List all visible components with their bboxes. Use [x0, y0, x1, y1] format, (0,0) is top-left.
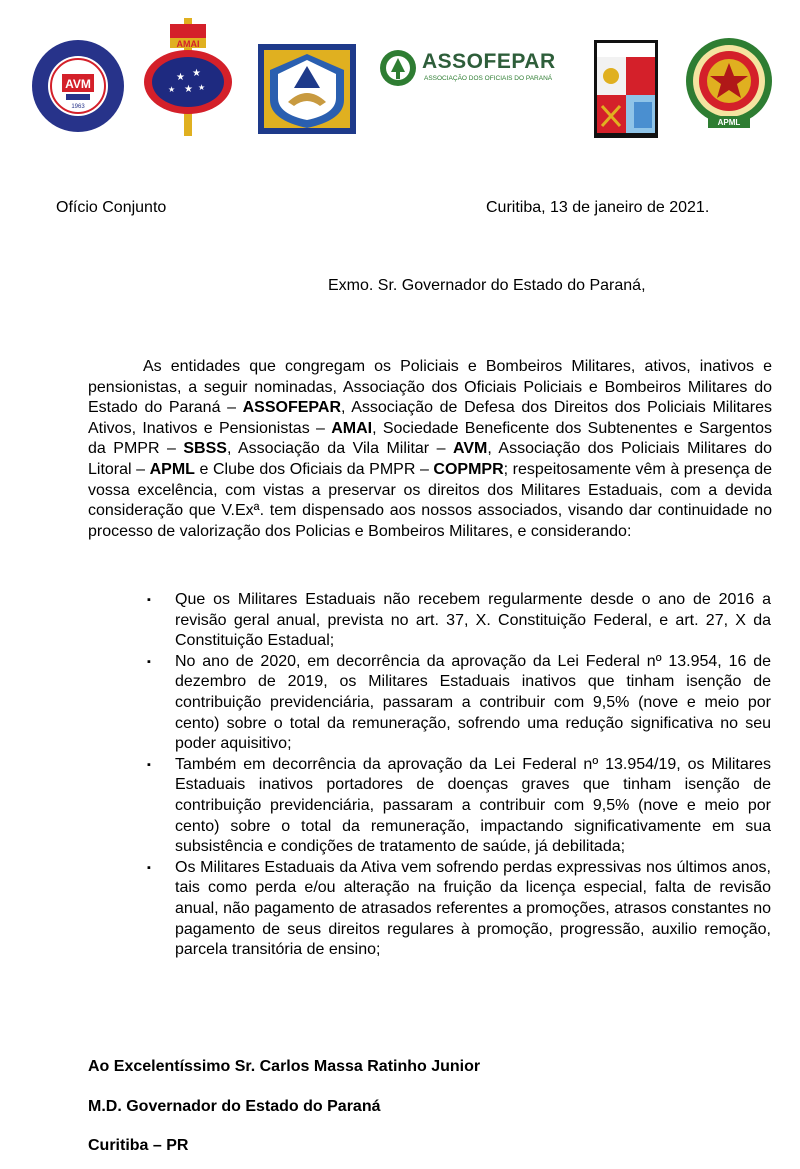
body-text: , Associação de Defesa dos Direitos dos Policiais Militares Ativos, Inativos e Pensionistas – — [88, 399, 772, 437]
addressee-line: Exmo. Sr. Governador do Estado do Paraná, — [328, 277, 646, 294]
list-item: ▪ No ano de 2020, em decorrência da aprovação da Lei Federal nº 13.954, 16 de dezembro de 2019, os Militares Estaduais inativos que tinham isenção de contribuição previdenciária, passaram a contribuir com 9,5% (nove e meio por cento) sobre o total da remuneração, sofrendo uma redução significativa no seu poder aquisitivo; — [175, 652, 771, 755]
acronym-assofepar: ASSOFEPAR — [242, 399, 342, 417]
apml-logo — [684, 36, 774, 136]
body-text: As entidades que congregam os Policiais e Bombeiros Militares, ativos, inativos e pensionistas, a seguir nominadas, Associação dos Oficiais Policiais e Bombeiros Militares do Estado do Paraná – — [88, 358, 772, 417]
main-paragraph — [88, 357, 772, 542]
body-text: , Sociedade Beneficente dos Subtenentes e Sargentos da PMPR – — [88, 419, 772, 458]
list-item: ▪ Que os Militares Estaduais não recebem regularmente desde o ano de 2016 a revisão geral anual, prevista no art. 37, X. Constituição Federal, e art. 27, X da Constituição Estadual; — [175, 590, 771, 652]
closing-title: M.D. Governador do Estado do Paraná — [88, 1098, 381, 1115]
svg-text:★: ★ — [176, 72, 185, 83]
acronym-amai: AMAI — [331, 419, 373, 437]
logos-header — [0, 0, 800, 150]
svg-text:★: ★ — [192, 68, 201, 79]
closing-recipient: Ao Excelentíssimo Sr. Carlos Massa Ratinho Junior — [88, 1058, 481, 1075]
acronym-avm: AVM — [452, 440, 488, 458]
list-item: ▪ Também em decorrência da aprovação da Lei Federal nº 13.954/19, os Militares Estaduais inativos portadores de doenças graves que tinham isenção de contribuição previdenciária, passaram a contribuir com 9,5% (nove e meio por cento) sobre o total da remuneração, impactando significativamente em sua subsistência e condições de tratamento de saúde, já debilitada; — [175, 755, 771, 858]
amai-logo — [140, 18, 236, 138]
apml-logo-text: APML — [717, 118, 741, 127]
svg-text:★: ★ — [184, 84, 193, 95]
amai-logo-text: AMAI — [176, 39, 200, 49]
avm-year: 1963 — [71, 104, 85, 110]
closing-city: Curitiba – PR — [88, 1137, 189, 1154]
body-text: e Clube dos Oficiais da PMPR – — [194, 460, 434, 478]
svg-text:★: ★ — [198, 83, 206, 92]
place-date: Curitiba, 13 de janeiro de 2021. — [486, 199, 710, 216]
copmpr-logo — [594, 40, 658, 138]
body-text: , Associação dos Policiais Militares do Litoral – — [88, 440, 772, 478]
svg-text:★: ★ — [168, 85, 176, 94]
body-text: ; respeitosamente vêm à presença de vossa excelência, com vistas a preservar os direitos dos Militares Estaduais, com a devida consideração que V.Exª. tem dispensado aos nossos associados, visando dar continuidade no processo de valorização dos Policias e Bombeiros Militares, e considerando: — [88, 460, 773, 540]
sbss-logo — [258, 44, 356, 134]
body-text: , Associação da Vila Militar – — [226, 440, 453, 458]
considerations-list — [175, 590, 771, 961]
list-item: ▪ Os Militares Estaduais da Ativa vem sofrendo perdas expressivas nos últimos anos, tais como perda e/ou alteração na fruição da licença especial, falta de revisão anual, não pagamento de atrasados referentes a promoções, atrasos constantes no pagamento de seus direitos regulares à promoção, progressão, auxilio remoção, parcela transitória de ensino; — [175, 858, 771, 961]
acronym-sbss: SBSS — [183, 440, 227, 458]
assofepar-logo-title: ASSOFEPAR — [422, 50, 556, 73]
assofepar-emblem-icon — [378, 48, 418, 88]
acronym-apml: APML — [149, 460, 195, 478]
avm-logo-text: AVM — [65, 77, 91, 91]
assofepar-logo — [378, 48, 568, 88]
avm-logo — [30, 38, 126, 134]
acronym-copmpr: COPMPR — [433, 460, 504, 478]
assofepar-logo-subtitle: ASSOCIAÇÃO DOS OFICIAIS DO PARANÁ — [424, 75, 553, 82]
document-type: Ofício Conjunto — [56, 199, 167, 216]
